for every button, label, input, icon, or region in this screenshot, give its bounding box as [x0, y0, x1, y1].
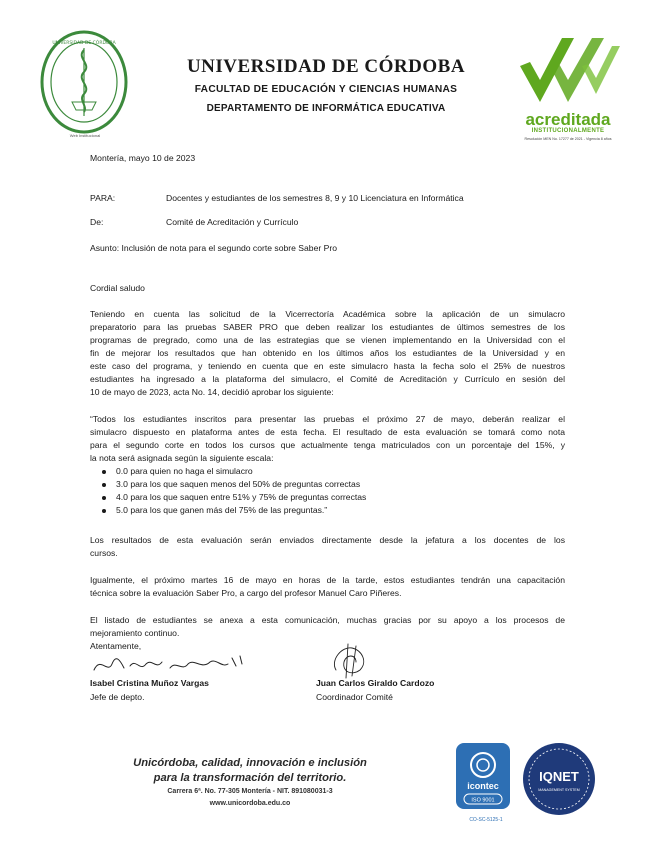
- body1-line: Teniendo en cuenta las solicitud de la Vicerrectoría Académica sobre la aplicación de un simulacro: [90, 309, 565, 319]
- motto-line-1: Unicórdoba, calidad, innovación e inclusión: [133, 757, 367, 769]
- body3-line: técnica sobre la evaluación Saber Pro, a cargo del profesor Manuel Caro Piñeres.: [90, 588, 402, 598]
- body3-line: Igualmente, el próximo martes 16 de mayo en horas de la tarde, estos estudiantes tendrán una capacitación: [90, 575, 565, 585]
- list-item: 5.0 para los que ganen más del 75% de las preguntas.”: [98, 504, 366, 517]
- svg-text:UNIVERSIDAD DE CÓRDOBA: UNIVERSIDAD DE CÓRDOBA: [52, 41, 116, 46]
- iqnet-certification-logo: [521, 741, 597, 817]
- body-paragraph-1: [90, 308, 565, 399]
- greeting: Cordial saludo: [90, 283, 145, 293]
- quote-line: simulacro dispuesto en plataforma antes de esta fecha. El resultado de esta evaluación se tomará como nota: [90, 427, 565, 437]
- svg-text:icontec: icontec: [467, 781, 499, 791]
- para-label: PARA:: [90, 193, 116, 203]
- svg-text:MANAGEMENT SYSTEM: MANAGEMENT SYSTEM: [538, 788, 580, 792]
- accreditation-word: acreditada: [525, 110, 611, 129]
- quote-paragraph: [90, 413, 565, 465]
- seal-caption: Web Institucional: [69, 133, 101, 138]
- university-title: UNIVERSIDAD DE CÓRDOBA: [186, 56, 466, 77]
- list-item: 3.0 para los que saquen menos del 50% de preguntas correctas: [98, 478, 366, 491]
- body-paragraph-4: [90, 614, 565, 640]
- accreditation-caption: Resolución MEN No. 17277 de 2021 - Vigencia 8 años: [524, 137, 612, 141]
- body1-line: este caso del programa, y teniendo en cuenta que en este simulacro hasta la fecha solo el 25% de nuestros: [90, 361, 565, 371]
- footer-address: Carrera 6ª. No. 77-305 Montería - NIT. 891080031-3: [167, 788, 333, 795]
- signer-right-title: Coordinador Comité: [316, 692, 393, 702]
- body1-line: estudiantes ha ingresado a la plataforma del simulacro, el Comité de Acreditación y Currículo en sesión del: [90, 374, 565, 384]
- de-label: De:: [90, 217, 104, 227]
- university-seal-logo: [38, 28, 130, 136]
- quote-line: “Todos los estudiantes inscritos para presentar las pruebas el próximo 27 de mayo, deberán realizar el: [90, 414, 565, 424]
- accreditation-check-logo: [512, 24, 624, 114]
- body-paragraph-2: [90, 534, 565, 560]
- body4-line: mejoramiento continuo.: [90, 628, 180, 638]
- motto-line-2: para la transformación del territorio.: [153, 772, 347, 784]
- icontec-certification-logo: [454, 741, 512, 811]
- body1-line: preparatorio para las pruebas SABER PRO que deben realizar los estudiantes de últimos semestres de los: [90, 322, 565, 332]
- signer-left-title: Jefe de depto.: [90, 692, 145, 702]
- accreditation-subtitle: INSTITUCIONALMENTE: [531, 128, 605, 134]
- svg-text:ISO 9001: ISO 9001: [471, 797, 495, 804]
- letter-date: Montería, mayo 10 de 2023: [90, 153, 196, 163]
- body-paragraph-3: [90, 574, 565, 600]
- quote-line: la nota será asignada según la siguiente escala:: [90, 453, 274, 463]
- svg-text:IQNET: IQNET: [539, 769, 579, 784]
- signer-right-name: Juan Carlos Giraldo Cardozo: [316, 678, 435, 688]
- faculty-title: FACULTAD DE EDUCACIÓN Y CIENCIAS HUMANAS: [194, 84, 458, 95]
- certificate-code: CO-SC-5125-1: [469, 817, 503, 823]
- body2-line: Los resultados de esta evaluación serán enviados directamente desde la jefatura a los docentes de los: [90, 535, 565, 545]
- signature-right-image: [326, 640, 376, 680]
- subject-line: Asunto: Inclusión de nota para el segundo corte sobre Saber Pro: [90, 243, 337, 253]
- body2-line: cursos.: [90, 548, 118, 558]
- list-item: 4.0 para los que saquen entre 51% y 75% de preguntas correctas: [98, 491, 366, 504]
- footer-website[interactable]: www.unicordoba.edu.co: [209, 800, 291, 807]
- signature-left-image: [90, 652, 250, 678]
- list-item: 0.0 para quien no haga el simulacro: [98, 465, 366, 478]
- body4-line: El listado de estudiantes se anexa a esta comunicación, muchas gracias por su apoyo a los procesos de: [90, 615, 565, 625]
- closing: Atentamente,: [90, 641, 142, 651]
- department-title: DEPARTAMENTO DE INFORMÁTICA EDUCATIVA: [206, 103, 446, 114]
- body1-line: fin de mejorar los resultados que han obtenido en los últimos años los estudiantes de la Universidad y en: [90, 348, 565, 358]
- body1-line: programas de pregrado, como una de las estrategias que se vienen implementando en la Universidad con el: [90, 335, 565, 345]
- footer-motto: [100, 756, 400, 786]
- quote-line: para el segundo corte en todos los cursos que actualmente tenga matriculados con un porcentaje del 15%, y: [90, 440, 565, 450]
- de-value: Comité de Acreditación y Currículo: [166, 217, 299, 227]
- body1-line: 10 de mayo de 2023, acta No. 14, decidió aprobar los siguiente:: [90, 387, 334, 397]
- para-value: Docentes y estudiantes de los semestres 8, 9 y 10 Licenciatura en Informática: [166, 193, 464, 203]
- signer-left-name: Isabel Cristina Muñoz Vargas: [90, 678, 209, 688]
- grading-scale-list: [98, 465, 366, 517]
